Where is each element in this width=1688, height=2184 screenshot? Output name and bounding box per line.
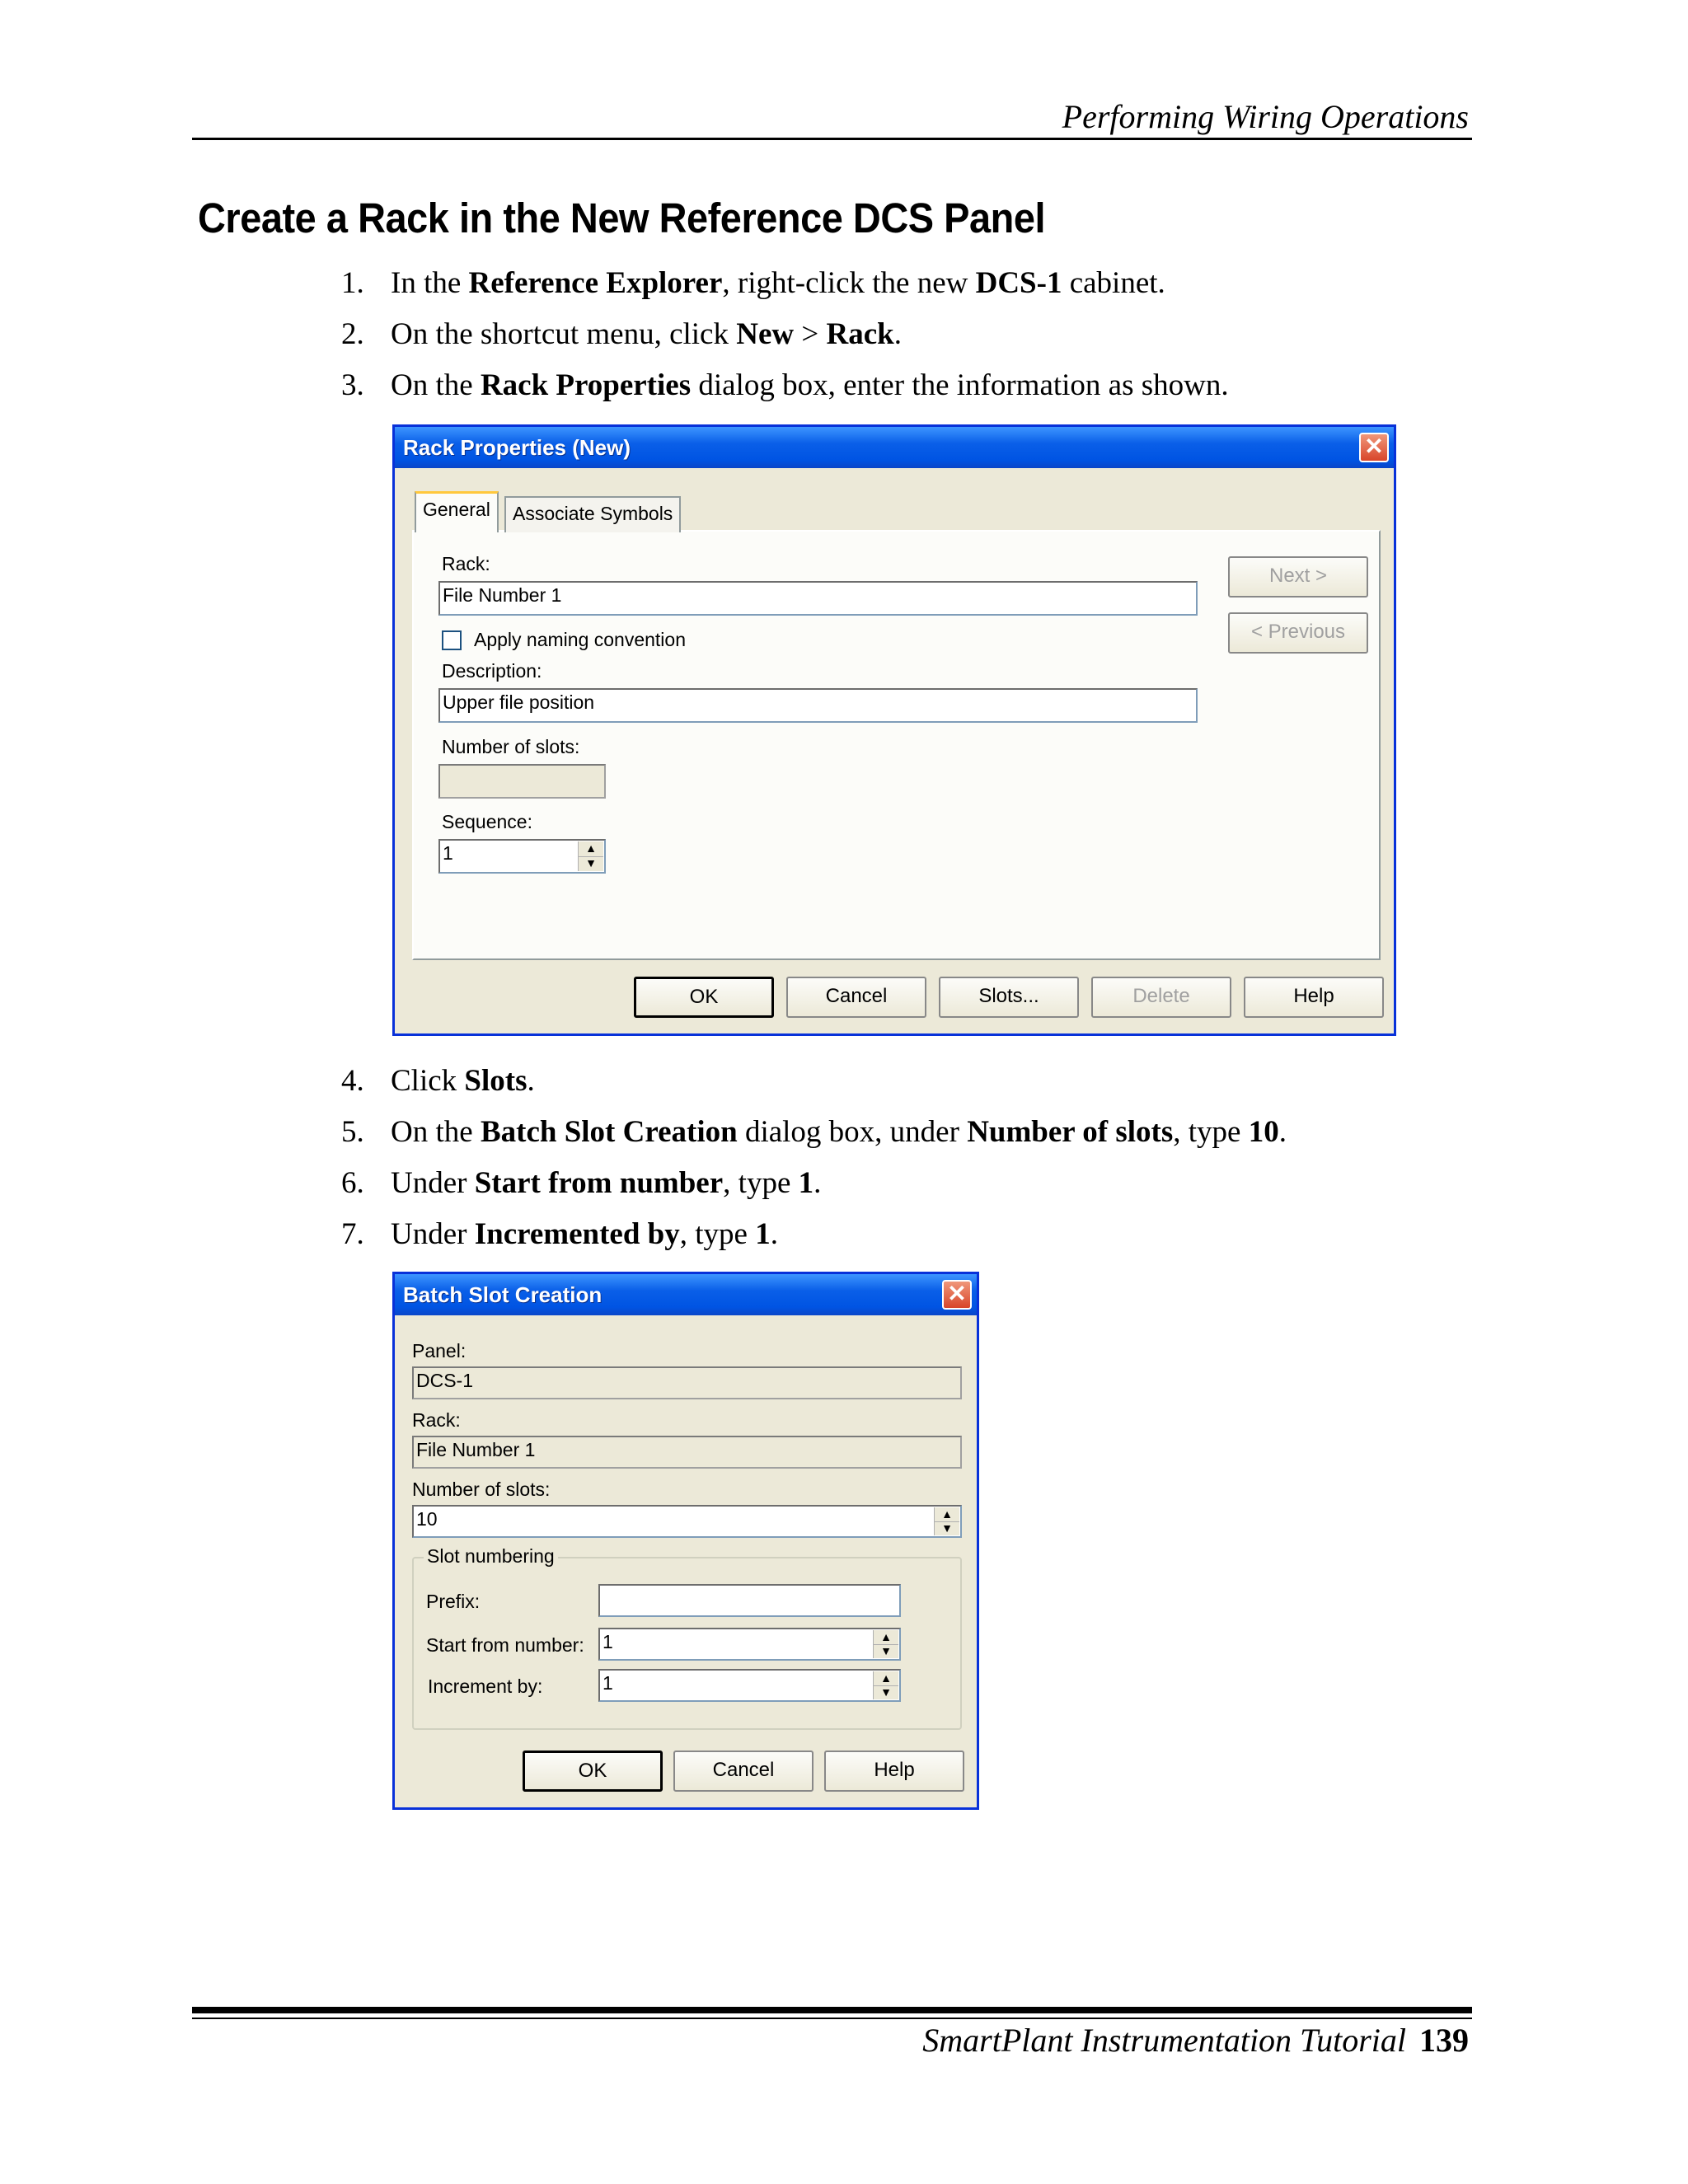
close-icon[interactable]: ✕ bbox=[1359, 433, 1389, 462]
prefix-input[interactable] bbox=[598, 1584, 901, 1617]
spin-up-icon[interactable]: ▲ bbox=[935, 1507, 959, 1522]
spin-up-icon[interactable]: ▲ bbox=[579, 841, 603, 857]
number-of-slots-label: Number of slots: bbox=[412, 1479, 551, 1500]
section-title: Create a Rack in the New Reference DCS Panel bbox=[198, 194, 1046, 241]
footer-rule-thin bbox=[192, 2018, 1472, 2019]
spin-up-icon[interactable]: ▲ bbox=[874, 1630, 898, 1645]
rack-dialog-titlebar[interactable] bbox=[395, 427, 1394, 468]
help-button[interactable]: Help bbox=[1244, 977, 1384, 1018]
slots-button[interactable]: Slots... bbox=[939, 977, 1079, 1018]
step-4: 4. Click Slots. bbox=[341, 1064, 535, 1098]
slots-spin[interactable] bbox=[934, 1507, 959, 1535]
number-of-slots-stepper[interactable] bbox=[412, 1505, 962, 1538]
next-button[interactable]: Next > bbox=[1228, 556, 1368, 598]
number-of-slots-input bbox=[438, 764, 606, 799]
page-footer bbox=[824, 2021, 1469, 2060]
cancel-button[interactable]: Cancel bbox=[673, 1750, 814, 1792]
increment-spin[interactable] bbox=[873, 1671, 898, 1699]
spin-down-icon[interactable]: ▼ bbox=[585, 856, 597, 869]
footer-rule-thick bbox=[192, 2007, 1472, 2013]
number-of-slots-label: Number of slots: bbox=[442, 736, 580, 757]
rack-dialog-title: Rack Properties (New) bbox=[403, 435, 631, 460]
rack-properties-dialog bbox=[392, 424, 1396, 1036]
panel-label: Panel: bbox=[412, 1340, 467, 1361]
previous-button[interactable]: < Previous bbox=[1228, 612, 1368, 654]
sequence-stepper[interactable] bbox=[438, 839, 606, 874]
header-rule bbox=[192, 138, 1472, 140]
delete-button[interactable]: Delete bbox=[1091, 977, 1231, 1018]
book-title: SmartPlant Instrumentation Tutorial bbox=[922, 2022, 1406, 2059]
ok-button[interactable]: OK bbox=[634, 977, 774, 1018]
increment-by-stepper[interactable] bbox=[598, 1669, 901, 1702]
step-3: 3. On the Rack Properties dialog box, enter the information as shown. bbox=[341, 368, 1229, 402]
rack-input[interactable]: File Number 1 bbox=[438, 581, 1198, 616]
tab-general[interactable]: General bbox=[415, 491, 499, 532]
help-button[interactable]: Help bbox=[824, 1750, 964, 1792]
step-5: 5. On the Batch Slot Creation dialog box, under Number of slots, type 10. bbox=[341, 1115, 1287, 1149]
start-from-number-stepper[interactable] bbox=[598, 1628, 901, 1661]
sequence-value: 1 bbox=[443, 842, 453, 864]
rack-label: Rack: bbox=[412, 1409, 461, 1431]
slot-numbering-label: Slot numbering bbox=[424, 1545, 558, 1568]
batch-dialog-title: Batch Slot Creation bbox=[403, 1282, 603, 1307]
description-label: Description: bbox=[442, 660, 542, 682]
apply-naming-label: Apply naming convention bbox=[474, 629, 686, 650]
batch-slot-creation-dialog bbox=[392, 1272, 979, 1810]
start-from-number-label: Start from number: bbox=[426, 1634, 584, 1656]
increment-by-label: Increment by: bbox=[428, 1675, 543, 1697]
start-from-number-value: 1 bbox=[603, 1631, 613, 1652]
ok-button[interactable]: OK bbox=[523, 1750, 663, 1792]
sequence-label: Sequence: bbox=[442, 811, 532, 832]
running-header: Performing Wiring Operations bbox=[1062, 98, 1469, 135]
tab-associate-symbols[interactable]: Associate Symbols bbox=[504, 496, 681, 532]
spin-down-icon[interactable]: ▼ bbox=[880, 1644, 892, 1657]
spin-down-icon[interactable]: ▼ bbox=[941, 1521, 953, 1535]
start-spin[interactable] bbox=[873, 1630, 898, 1658]
rack-label: Rack: bbox=[442, 553, 490, 574]
step-2: 2. On the shortcut menu, click New > Rack. bbox=[341, 317, 902, 351]
description-input[interactable]: Upper file position bbox=[438, 688, 1198, 723]
step-6: 6. Under Start from number, type 1. bbox=[341, 1166, 822, 1200]
apply-naming-checkbox[interactable] bbox=[442, 630, 462, 650]
panel-field: DCS-1 bbox=[412, 1366, 962, 1399]
number-of-slots-value: 10 bbox=[416, 1508, 438, 1530]
sequence-spin[interactable] bbox=[578, 841, 603, 871]
prefix-label: Prefix: bbox=[426, 1591, 481, 1612]
spin-down-icon[interactable]: ▼ bbox=[880, 1685, 892, 1699]
close-icon[interactable]: ✕ bbox=[942, 1280, 972, 1310]
step-1: 1. In the Reference Explorer, right-click the new DCS-1 cabinet. bbox=[341, 266, 1165, 300]
batch-dialog-titlebar[interactable] bbox=[395, 1274, 977, 1315]
step-7: 7. Under Incremented by, type 1. bbox=[341, 1217, 778, 1251]
page-number: 139 bbox=[1419, 2022, 1469, 2059]
rack-field: File Number 1 bbox=[412, 1436, 962, 1469]
spin-up-icon[interactable]: ▲ bbox=[874, 1671, 898, 1686]
cancel-button[interactable]: Cancel bbox=[786, 977, 926, 1018]
increment-by-value: 1 bbox=[603, 1672, 613, 1694]
